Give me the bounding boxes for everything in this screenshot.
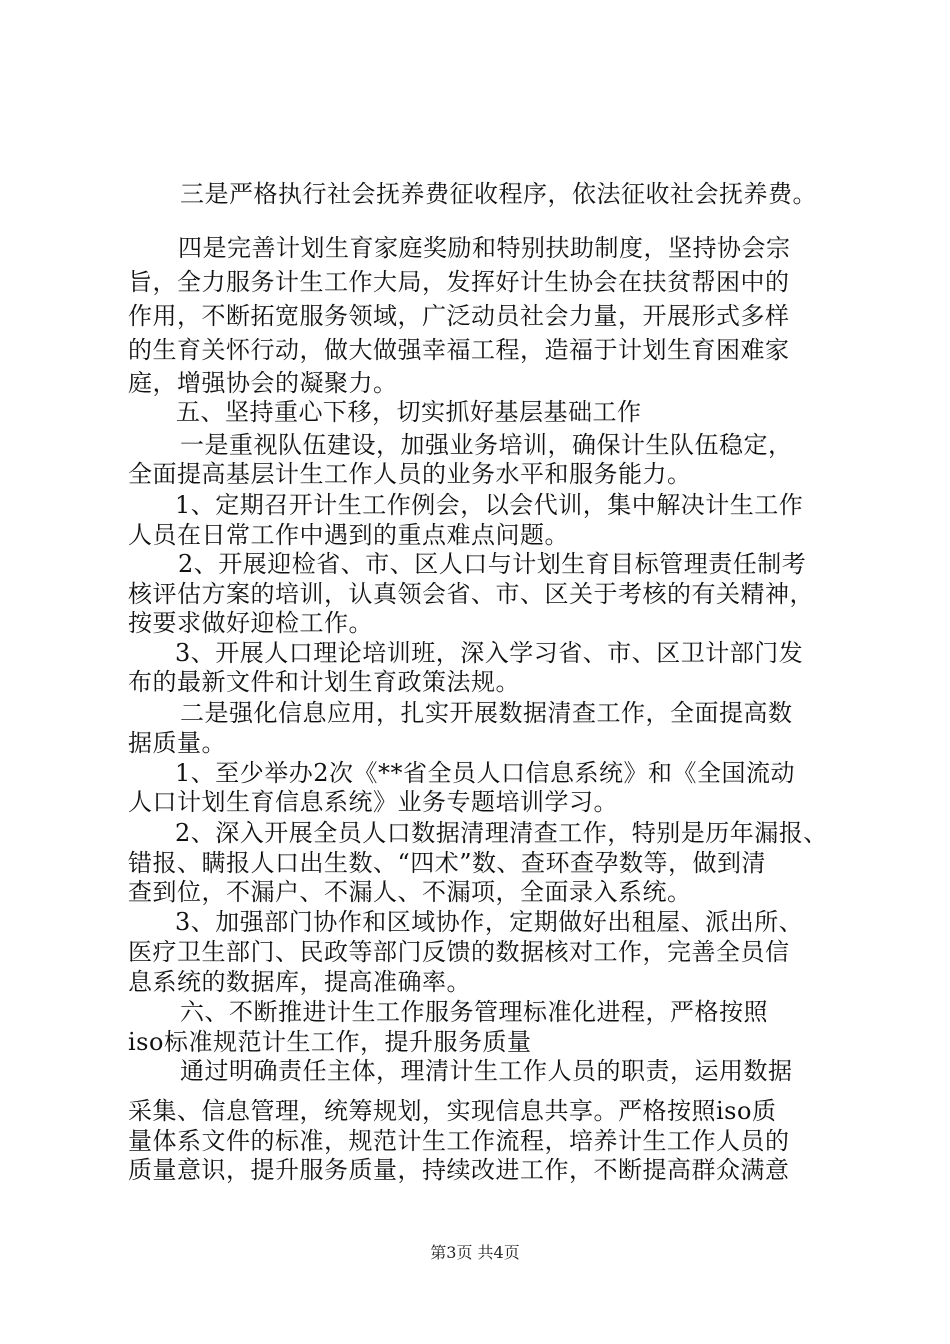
text-line: 3、加强部门协作和区域协作，定期做好出租屋、派出所、: [175, 908, 804, 936]
text-line: 质量意识，提升服务质量，持续改进工作，不断提高群众满意: [128, 1156, 790, 1184]
text-line: 全面提高基层计生工作人员的业务水平和服务能力。: [128, 460, 692, 488]
text-line: 据质量。: [128, 729, 226, 757]
text-line: 查到位，不漏户、不漏人、不漏项，全面录入系统。: [128, 878, 692, 906]
section-heading: 六、不断推进计生工作服务管理标准化进程，严格按照: [180, 998, 768, 1026]
text-line: 按要求做好迎检工作。: [128, 609, 373, 637]
section-heading: iso标准规范计生工作，提升服务质量: [128, 1028, 532, 1056]
text-line: 二是强化信息应用，扎实开展数据清查工作，全面提高数: [180, 699, 793, 727]
text-line: 一是重视队伍建设，加强业务培训，确保计生队伍稳定，: [180, 431, 793, 459]
text-line: 核评估方案的培训，认真领会省、市、区关于考核的有关精神，: [128, 580, 814, 608]
text-line: 三是严格执行社会抚养费征收程序，依法征收社会抚养费。: [180, 180, 817, 208]
text-line: 2、深入开展全员人口数据清理清查工作，特别是历年漏报、: [175, 819, 828, 847]
text-line: 通过明确责任主体，理清计生工作人员的职责，运用数据: [180, 1057, 793, 1085]
text-line: 医疗卫生部门、民政等部门反馈的数据核对工作，完善全员信: [128, 938, 790, 966]
text-line: 庭，增强协会的凝聚力。: [128, 369, 398, 397]
text-line: 的生育关怀行动，做大做强幸福工程，造福于计划生育困难家: [128, 336, 790, 364]
text-line: 人员在日常工作中遇到的重点难点问题。: [128, 521, 569, 549]
text-line: 1、定期召开计生工作例会，以会代训，集中解决计生工作: [175, 491, 804, 519]
text-line: 四是完善计划生育家庭奖励和特别扶助制度，坚持协会宗: [178, 234, 791, 262]
text-line: 2、开展迎检省、市、区人口与计划生育目标管理责任制考: [178, 550, 807, 578]
text-line: 错报、瞒报人口出生数、“四术”数、查环查孕数等，做到清: [128, 849, 767, 877]
text-line: 作用，不断拓宽服务领域，广泛动员社会力量，开展形式多样: [128, 302, 790, 330]
text-line: 息系统的数据库，提高准确率。: [128, 968, 471, 996]
text-line: 布的最新文件和计划生育政策法规。: [128, 668, 520, 696]
text-line: 量体系文件的标准，规范计生工作流程，培养计生工作人员的: [128, 1127, 790, 1155]
page-number-footer: 第3页 共4页: [430, 1243, 520, 1262]
text-line: 人口计划生育信息系统》业务专题培训学习。: [128, 788, 618, 816]
text-line: 3、开展人口理论培训班，深入学习省、市、区卫计部门发: [175, 639, 804, 667]
section-heading: 五、坚持重心下移，切实抓好基层基础工作: [176, 398, 642, 426]
text-line: 旨，全力服务计生工作大局，发挥好计生协会在扶贫帮困中的: [128, 268, 790, 296]
text-line: 采集、信息管理，统筹规划，实现信息共享。严格按照iso质: [128, 1097, 777, 1125]
text-line: 1、至少举办2次《**省全员人口信息系统》和《全国流动: [175, 759, 796, 787]
